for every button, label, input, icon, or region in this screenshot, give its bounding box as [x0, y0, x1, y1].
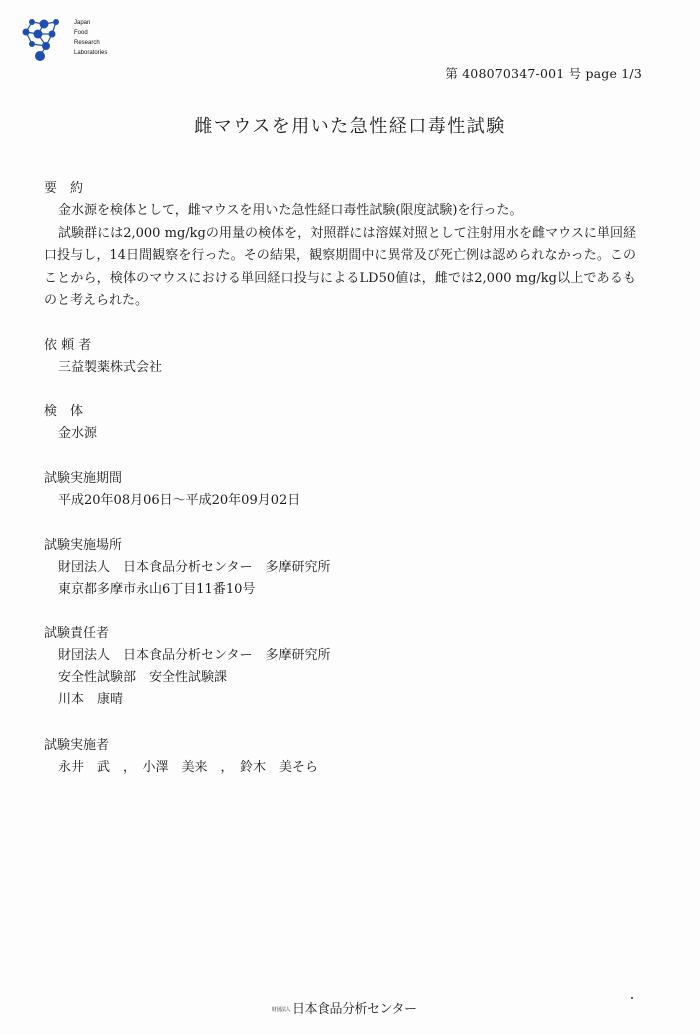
location-heading: 試験実施場所: [44, 538, 123, 553]
specimen-name: 金水源: [58, 426, 98, 441]
period-heading: 試験実施期間: [44, 471, 123, 486]
location-section: [44, 535, 644, 601]
performers-heading: 試験実施者: [44, 738, 110, 753]
logo-line: Japan: [74, 20, 91, 26]
scan-speck: [631, 997, 633, 999]
summary-paragraph: 金水源を検体として，雌マウスを用いた急性経口毒性試験(限度試験)を行った。: [58, 203, 523, 218]
responsible-org: 財団法人 日本食品分析センター 多摩研究所: [58, 648, 331, 663]
specimen-heading: 検 体: [44, 404, 84, 419]
responsible-person: 川本 康晴: [58, 692, 124, 707]
period-dates: 平成20年08月06日～平成20年09月02日: [58, 493, 301, 508]
page-title: 雌マウスを用いた急性経口毒性試験: [194, 116, 506, 137]
period-section: [44, 468, 644, 512]
logo-line: Laboratories: [74, 50, 108, 56]
logo-line: Food: [74, 30, 88, 36]
summary-section: [44, 178, 644, 313]
document-number: 第 408070347-001 号 page 1/3: [445, 66, 642, 81]
responsible-section: [44, 623, 644, 711]
summary-paragraph: 試験群には2,000 mg/kgの用量の検体を，対照群には溶媒対照として注射用水を雌マウスに単回経口投与し，14日間観察を行った。その結果，観察期間中に異常及び死亡例は認められなかった。このことから，検体のマウスにおける単回経口投与によるLD50値は，雌では2,000 mg/kg以上であるものと考えられた。: [44, 225, 636, 308]
footer-organization: [272, 998, 417, 1017]
specimen-section: [44, 401, 644, 445]
client-section: [44, 335, 644, 379]
performers-names: 永井 武 ， 小澤 美来 ， 鈴木 美そら: [58, 760, 319, 775]
footer-prefix: 財団法人: [272, 1007, 291, 1014]
location-address: 東京都多摩市永山6丁目11番10号: [58, 582, 256, 597]
footer-org-name: 日本食品分析センター: [292, 1001, 417, 1016]
performers-section: [44, 735, 644, 779]
logo-text: [74, 18, 107, 58]
logo-line: Research: [74, 40, 100, 46]
location-org: 財団法人 日本食品分析センター 多摩研究所: [58, 560, 331, 575]
summary-heading: 要 約: [44, 181, 84, 196]
responsible-dept: 安全性試験部 安全性試験課: [58, 670, 228, 685]
responsible-heading: 試験責任者: [44, 626, 110, 641]
client-name: 三益製薬株式会社: [58, 360, 163, 375]
client-heading: 依 頼 者: [44, 338, 92, 353]
